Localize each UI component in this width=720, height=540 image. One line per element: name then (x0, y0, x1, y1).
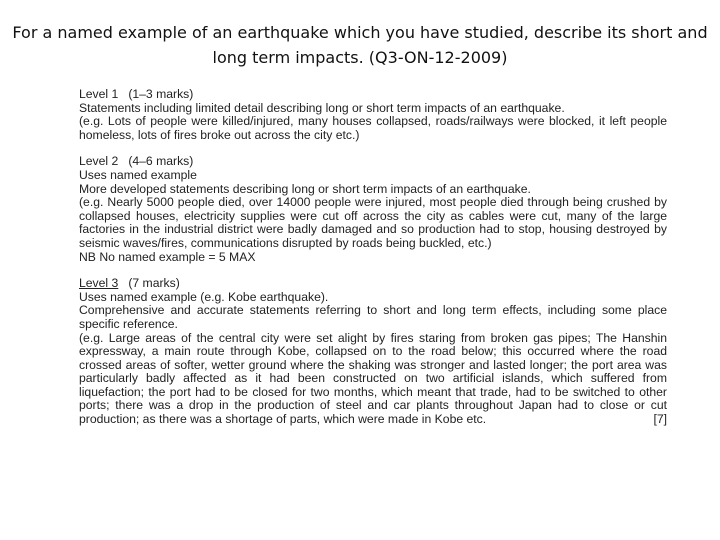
level-3-description: Comprehensive and accurate statements referring to short and long term effects, including some place specific reference. (79, 303, 667, 331)
level-2-description: More developed statements describing long or short term impacts of an earthquake. (79, 181, 531, 196)
level-3-heading (79, 277, 667, 291)
level-3-label: Level 3 (79, 276, 119, 291)
level-3-block (79, 277, 667, 427)
level-2-marks: (4–6 marks) (128, 154, 194, 169)
level-1-label: Level 1 (79, 87, 119, 101)
level-2-block (79, 155, 667, 264)
level-3-examples: (e.g. Large areas of the central city were set alight by fires staring from broken gas pipes; The Hanshin expressway, a main route through Kobe, collapsed on to the road below; this occurred where the road crossed areas of softer, wetter ground where the shaking was stronger and lasted longer; the port area was particularly badly affected as it had been constructed on two artificial islands, which suffered from liquefaction; the port had to be closed for two months, which meant that trade, had to be switched to other ports; there was a drop in the production of steel and car plants throughout Japan had to close or cut production; as there was a shortage of parts, which were made in Kobe etc. (79, 330, 667, 427)
level-1-heading (79, 88, 667, 102)
level-3-total: [7] (653, 412, 667, 427)
level-2-label: Level 2 (79, 154, 119, 169)
level-1-description: Statements including limited detail describing long or short term impacts of an earthquake. (79, 100, 565, 115)
level-2-examples: (e.g. Nearly 5000 people died, over 14000 people were injured, most people died through being crushed by collapsed houses, electricity supplies were cut off across the city as cables were cut, many of the large factories in the industrial district were badly damaged and so production had to stop, housing destroyed by seismic waves/fires, communications disrupted by roads being buckled, etc.) (79, 195, 667, 250)
level-2-note: NB No named example = 5 MAX (79, 249, 256, 264)
level-1-examples: (e.g. Lots of people were killed/injured, many houses collapsed, roads/railways were blocked, it left people homeless, lots of fires broke out across the city etc.) (79, 114, 667, 142)
level-3-marks: (7 marks) (128, 276, 180, 291)
level-2-named-example: Uses named example (79, 167, 197, 182)
question-title: For a named example of an earthquake which you have studied, describe its short and long term impacts. (Q3-ON-12-2009) (12, 23, 708, 67)
level-1-marks: (1–3 marks) (128, 87, 194, 101)
level-1-block (79, 88, 667, 142)
level-2-heading (79, 155, 667, 169)
mark-scheme (79, 88, 667, 440)
level-3-named-example: Uses named example (e.g. Kobe earthquake). (79, 289, 329, 304)
